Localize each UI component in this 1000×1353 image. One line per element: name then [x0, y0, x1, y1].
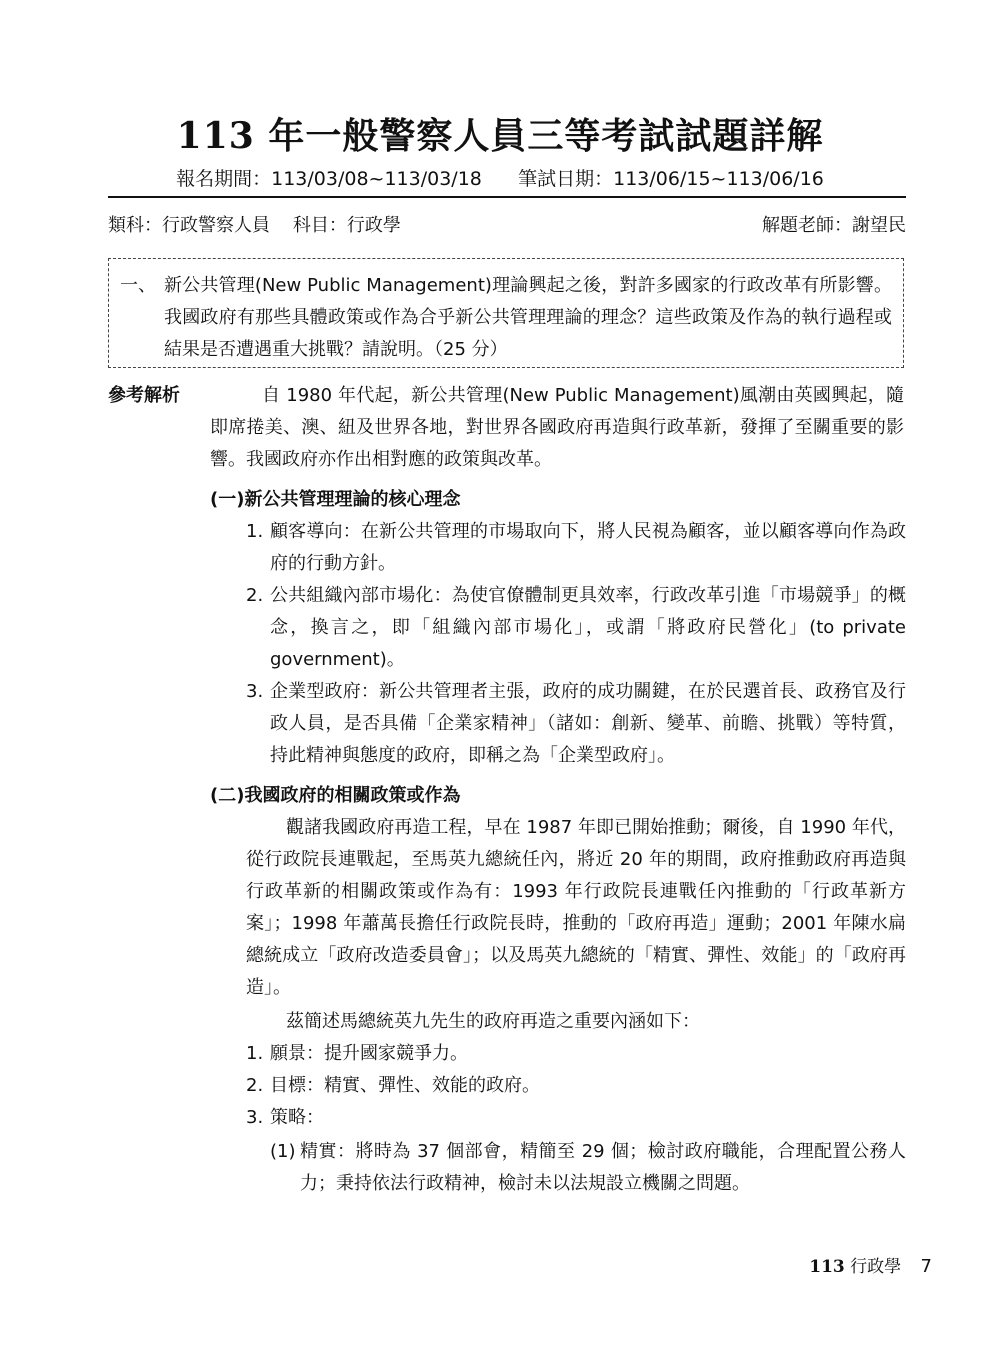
list-item-text: 願景：提升國家競爭力。: [270, 1043, 468, 1064]
header-divider: [108, 196, 906, 198]
list-item-number: 1.: [246, 521, 264, 542]
list-item-text: 策略：: [270, 1107, 324, 1128]
page-number: 7: [920, 1256, 932, 1277]
list-item-text: 顧客導向：在新公共管理的市場取向下，將人民視為顧客，並以顧客導向作為政府的行動方針。: [270, 521, 906, 574]
section-heading-policies: (二)我國政府的相關政策或作為: [210, 785, 461, 806]
question-text: 新公共管理(New Public Management)理論興起之後，對許多國家的行政改革有所影響。我國政府有那些具體政策或作為合乎新公共管理理論的理念？這些政策及作為的執行過程或結果是否遭遇重大挑戰？請說明。（25 分）: [164, 275, 892, 360]
list-item-number: 3.: [246, 681, 264, 702]
answer-label: 參考解析: [108, 385, 180, 406]
footer-year: 113: [809, 1257, 845, 1277]
list-item-text: 企業型政府：新公共管理者主張，政府的成功關鍵，在於民選首長、政務官及行政人員，是否具備「企業家精神」（諸如：創新、變革、前瞻、挑戰）等特質，持此精神與態度的政府，即稱之為「企業型政府」。: [270, 681, 906, 766]
page-footer: [809, 1253, 932, 1281]
summary-intro: 茲簡述馬總統英九先生的政府再造之重要內涵如下：: [286, 1011, 700, 1032]
list-item-number: 2.: [246, 585, 264, 606]
policies-paragraph: 觀諸我國政府再造工程，早在 1987 年即已開始推動；爾後，自 1990 年代，從行政院長連戰起，至馬英九總統任內，將近 20 年的期間，政府推動政府再造與行政革新的相關政策或作為有：1993 年行政院長連戰任內推動的「行政革新方案」；1998 年蕭萬長擔任行政院長時，推動的「政府再造」運動；2001 年陳水扁總統成立「政府改造委員會」；以及馬英九總統的「精實、彈性、效能」的「政府再造」。: [246, 817, 906, 998]
list-item-text: 公共組織內部市場化：為使官僚體制更具效率，行政改革引進「市場競爭」的概念，換言之，即「組織內部市場化」，或謂「將政府民營化」(to private government)。: [270, 585, 906, 670]
list-item-number: 3.: [246, 1107, 264, 1128]
exam-dates: 報名期間：113/03/08~113/03/18 筆試日期：113/06/15~113/06/16: [176, 168, 824, 190]
list-item-number: 1.: [246, 1043, 264, 1064]
list-item-text: 目標：精實、彈性、效能的政府。: [270, 1075, 540, 1096]
list-item-number: 2.: [246, 1075, 264, 1096]
question-number: 一、: [120, 275, 156, 296]
answer-intro: 自 1980 年代起，新公共管理(New Public Management)風潮由英國興起，隨即席捲美、澳、紐及世界各地，對世界各國政府再造與行政革新，發揮了至關重要的影響。我國政府亦作出相對應的政策與改革。: [210, 385, 904, 470]
page-title: 113 年一般警察人員三等考試試題詳解: [176, 115, 824, 157]
category-subject: 類科：行政警察人員 科目：行政學: [108, 215, 401, 236]
teacher-name: 解題老師：謝望民: [762, 215, 906, 236]
section-heading-core-concepts: (一)新公共管理理論的核心理念: [210, 489, 461, 510]
footer-subject: 行政學: [850, 1257, 902, 1277]
sub-list-item-text: 精實：將時為 37 個部會，精簡至 29 個；檢討政府職能，合理配置公務人力；秉持依法行政精神，檢討未以法規設立機關之問題。: [300, 1141, 906, 1194]
sub-list-item-number: (1): [270, 1141, 296, 1162]
